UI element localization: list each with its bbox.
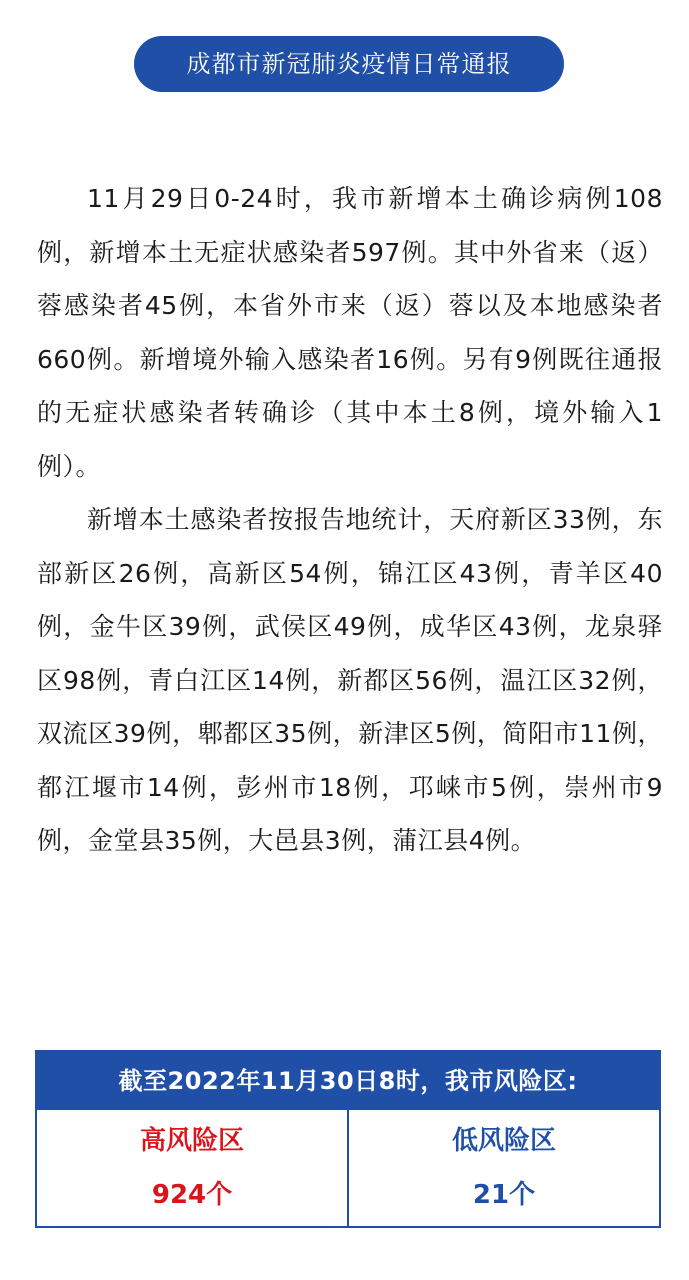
paragraph-new-cases: 11月29日0-24时，我市新增本土确诊病例108例，新增本土无症状感染者597例。其中外省来（返）蓉感染者45例，本省外市来（返）蓉以及本地感染者660例。新增境外输入感染者16例。另有9例既往通报的无症状感染者转确诊（其中本土8例，境外输入1例）。 (37, 184, 663, 481)
low-risk-label: 低风险区 (451, 1126, 556, 1156)
page-title: 成都市新冠肺炎疫情日常通报 (134, 36, 564, 92)
paragraph-district-breakdown: 新增本土感染者按报告地统计，天府新区33例，东部新区26例，高新区54例，锦江区43例，青羊区40例，金牛区39例，武侯区49例，成华区43例，龙泉驿区98例，青白江区14例，新都区56例，温江区32例，双流区39例，郫都区35例，新津区5例，简阳市11例，都江堰市14例，彭州市18例，邛崃市5例，崇州市9例，金堂县35例，大邑县3例，蒲江县4例。 (37, 505, 663, 855)
risk-area-header: 截至2022年11月30日8时，我市风险区: (37, 1052, 659, 1110)
report-body (37, 172, 663, 868)
risk-area-columns (37, 1110, 659, 1226)
risk-area-table (35, 1050, 661, 1228)
high-risk-column (37, 1110, 347, 1226)
low-risk-count: 21个 (472, 1180, 536, 1210)
high-risk-count: 924个 (151, 1180, 233, 1210)
high-risk-label: 高风险区 (139, 1126, 244, 1156)
low-risk-column (347, 1110, 659, 1226)
